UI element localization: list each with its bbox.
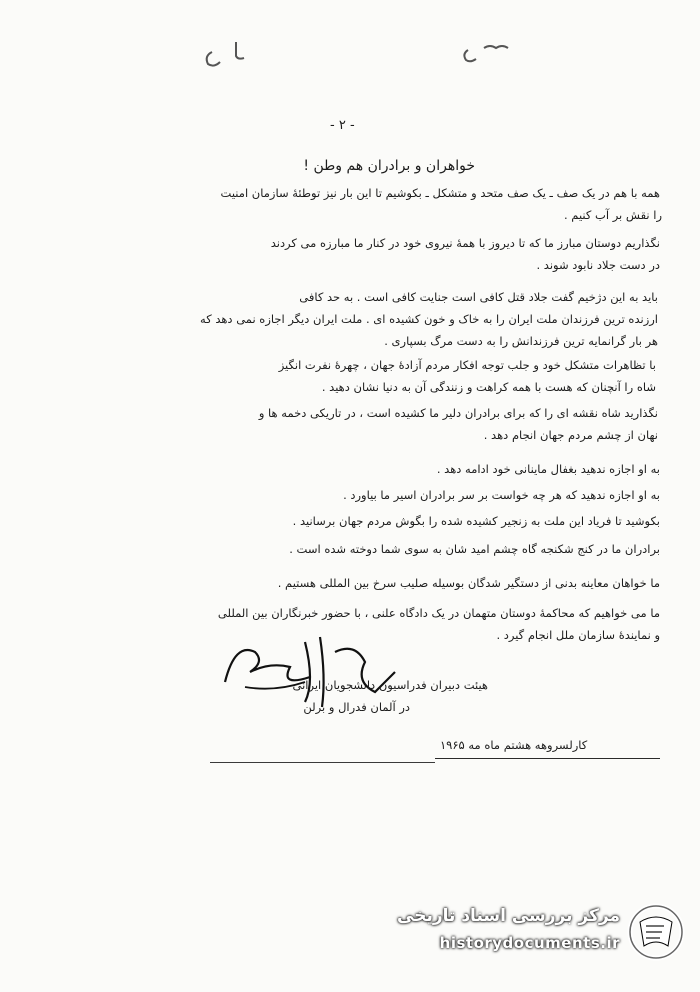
- paragraph-4-line-2: شاه را آنچنان که هست با همه کراهت و زنندگی آن به دنیا نشان دهید .: [321, 380, 656, 394]
- page-number: - ٢ -: [330, 118, 355, 133]
- paragraph-2-line-2: در دست جلاد نابود شوند .: [536, 258, 660, 272]
- paragraph-2-line-1: نگذاریم دوستان مبارز ما که تا دیروز با همهٔ نیروی خود در کنار ما مبارزه می کردند: [270, 236, 660, 250]
- paragraph-3-line-1: باید به این دژخیم گفت جلاد قتل کافی است جنایت کافی است . به حد کافی: [299, 290, 658, 304]
- paragraph-3-line-2: ارزنده ترین فرزندان ملت ایران را به خاک و خون کشیده ای . ملت ایران دیگر اجازه نمی دهد که: [200, 312, 658, 326]
- demand-5: ما خواهان معاینه بدنی از دستگیر شدگان بوسیله صلیب سرخ بین المللی هستیم .: [277, 576, 660, 590]
- salutation: خواهران و برادران هم وطن !: [303, 158, 475, 174]
- demand-1: به او اجازه ندهید بغفال ماینانی خود ادامه دهد .: [436, 462, 660, 476]
- demand-4: برادران ما در کنج شکنجه گاه چشم امید شان به سوی شما دوخته شده است .: [289, 542, 660, 556]
- place-and-date: کارلسروهه هشتم ماه مه ۱۹۶۵: [440, 738, 588, 752]
- demand-3: بکوشید تا فریاد این ملت به زنجیر کشیده شده را بگوش مردم جهان برسانید .: [292, 514, 660, 528]
- separator-line: [210, 762, 435, 763]
- signature-line-1: هیئت دبیران فدراسیون دانشجویان ایرانی: [292, 678, 488, 692]
- paragraph-1-line-1: همه با هم در یک صف ـ یک صف متحد و متشکل ـ بکوشیم تا این بار نیز توطئهٔ سازمان امنیت: [220, 186, 660, 200]
- demand-2: به او اجازه ندهید که هر چه خواست بر سر برادران اسیر ما بیاورد .: [343, 488, 660, 502]
- paragraph-1-line-2: را نقش بر آب کنیم .: [564, 208, 662, 222]
- paragraph-5-line-1: نگذارید شاه نقشه ای را که برای برادران دلیر ما کشیده است ، در تاریکی دخمه ها و: [258, 406, 658, 420]
- watermark-url: historydocuments.ir: [439, 934, 620, 952]
- demand-6: ما می خواهیم که محاکمهٔ دوستان متهمان در یک دادگاه علنی ، با حضور خبرنگاران بین المللی: [217, 606, 660, 620]
- paragraph-4-line-1: با تظاهرات متشکل خود و جلب توجه افکار مردم آزادهٔ جهان ، چهرهٔ نفرت انگیز: [278, 358, 656, 372]
- paragraph-5-line-2: نهان از چشم مردم جهان انجام دهد .: [483, 428, 658, 442]
- paragraph-3-line-3: هر بار گرانمایه ترین فرزندانش را به دست مرگ بسپاری .: [384, 334, 658, 348]
- watermark-title: مرکز بررسی اسناد تاریخی: [397, 906, 620, 926]
- signature-line-2: در آلمان فدرال و برلن: [303, 700, 410, 714]
- archive-logo-icon: [626, 902, 686, 962]
- watermark: [386, 892, 686, 982]
- top-pen-marks: [0, 0, 700, 120]
- date-underline: [435, 758, 660, 759]
- demand-7: و نمایندهٔ سازمان ملل انجام گیرد .: [496, 628, 660, 642]
